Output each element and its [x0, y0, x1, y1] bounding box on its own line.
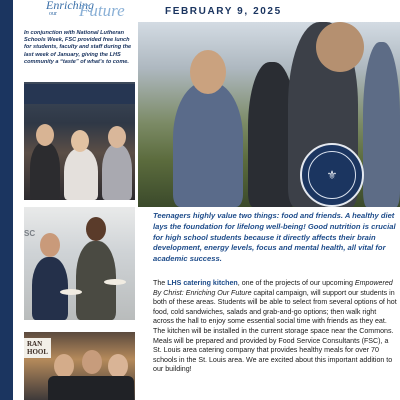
- catering-kitchen-highlight: LHS catering kitchen: [167, 279, 238, 287]
- intro-caption: In conjunction with National Lutheran Schools Week, FSC provided free lunch for students, faculty and staff during the last week of January, giving the LHS community a “taste” of what’s to come.: [24, 30, 132, 65]
- article-lead: Teenagers highly value two things: food and friends. A healthy diet lays the foundation for lifelong well-being! Good nutrition is crucial for high school students because it directly affects their brain development, energy levels, focus and mental health, all vital for academic success.: [153, 211, 396, 264]
- body-rest: capital campaign, will support our students in both of these areas. Students will be able to select from several options of hot food, cold sandwiches, salads and grab-and-go options; then walk right across the hall to enjoy some essential social time with friends as they eat. The kitchen will be installed in the current storage space near the Commons. Meals will be prepared and provided by Food Service Consultants (FSC), a St. Louis area catering company that provides healthy meals for over 70 schools in the St. Louis area. We are excited about this important addition to our building!: [153, 288, 397, 374]
- photo-students-group: [24, 332, 135, 400]
- logo-word-enriching: Enriching: [46, 0, 94, 12]
- logo-word-future: Future: [79, 1, 125, 20]
- logo-word-our: our: [49, 11, 57, 17]
- seal-ring: [308, 151, 356, 199]
- school-sign: [24, 338, 51, 358]
- campaign-name: Empowered By Christ: Enriching Our Future: [153, 279, 393, 297]
- photo-students-with-plates: [24, 207, 135, 320]
- school-seal: [300, 143, 364, 207]
- issue-date: FEBRUARY 9, 2025: [165, 6, 282, 17]
- body-mid: , one of the projects of our upcoming: [237, 279, 355, 287]
- kitchen-sign-text: SC: [24, 229, 36, 238]
- school-sign-line2: HOOL: [27, 348, 49, 356]
- photo-students-lunch: [24, 82, 135, 200]
- lamp-icon: ⚜: [326, 168, 338, 182]
- body-prefix: The: [153, 279, 168, 287]
- left-edge-strip: [0, 0, 13, 400]
- article-body: [153, 279, 397, 375]
- campaign-logo: [46, 0, 146, 20]
- school-sign-line1: RAN: [27, 340, 43, 348]
